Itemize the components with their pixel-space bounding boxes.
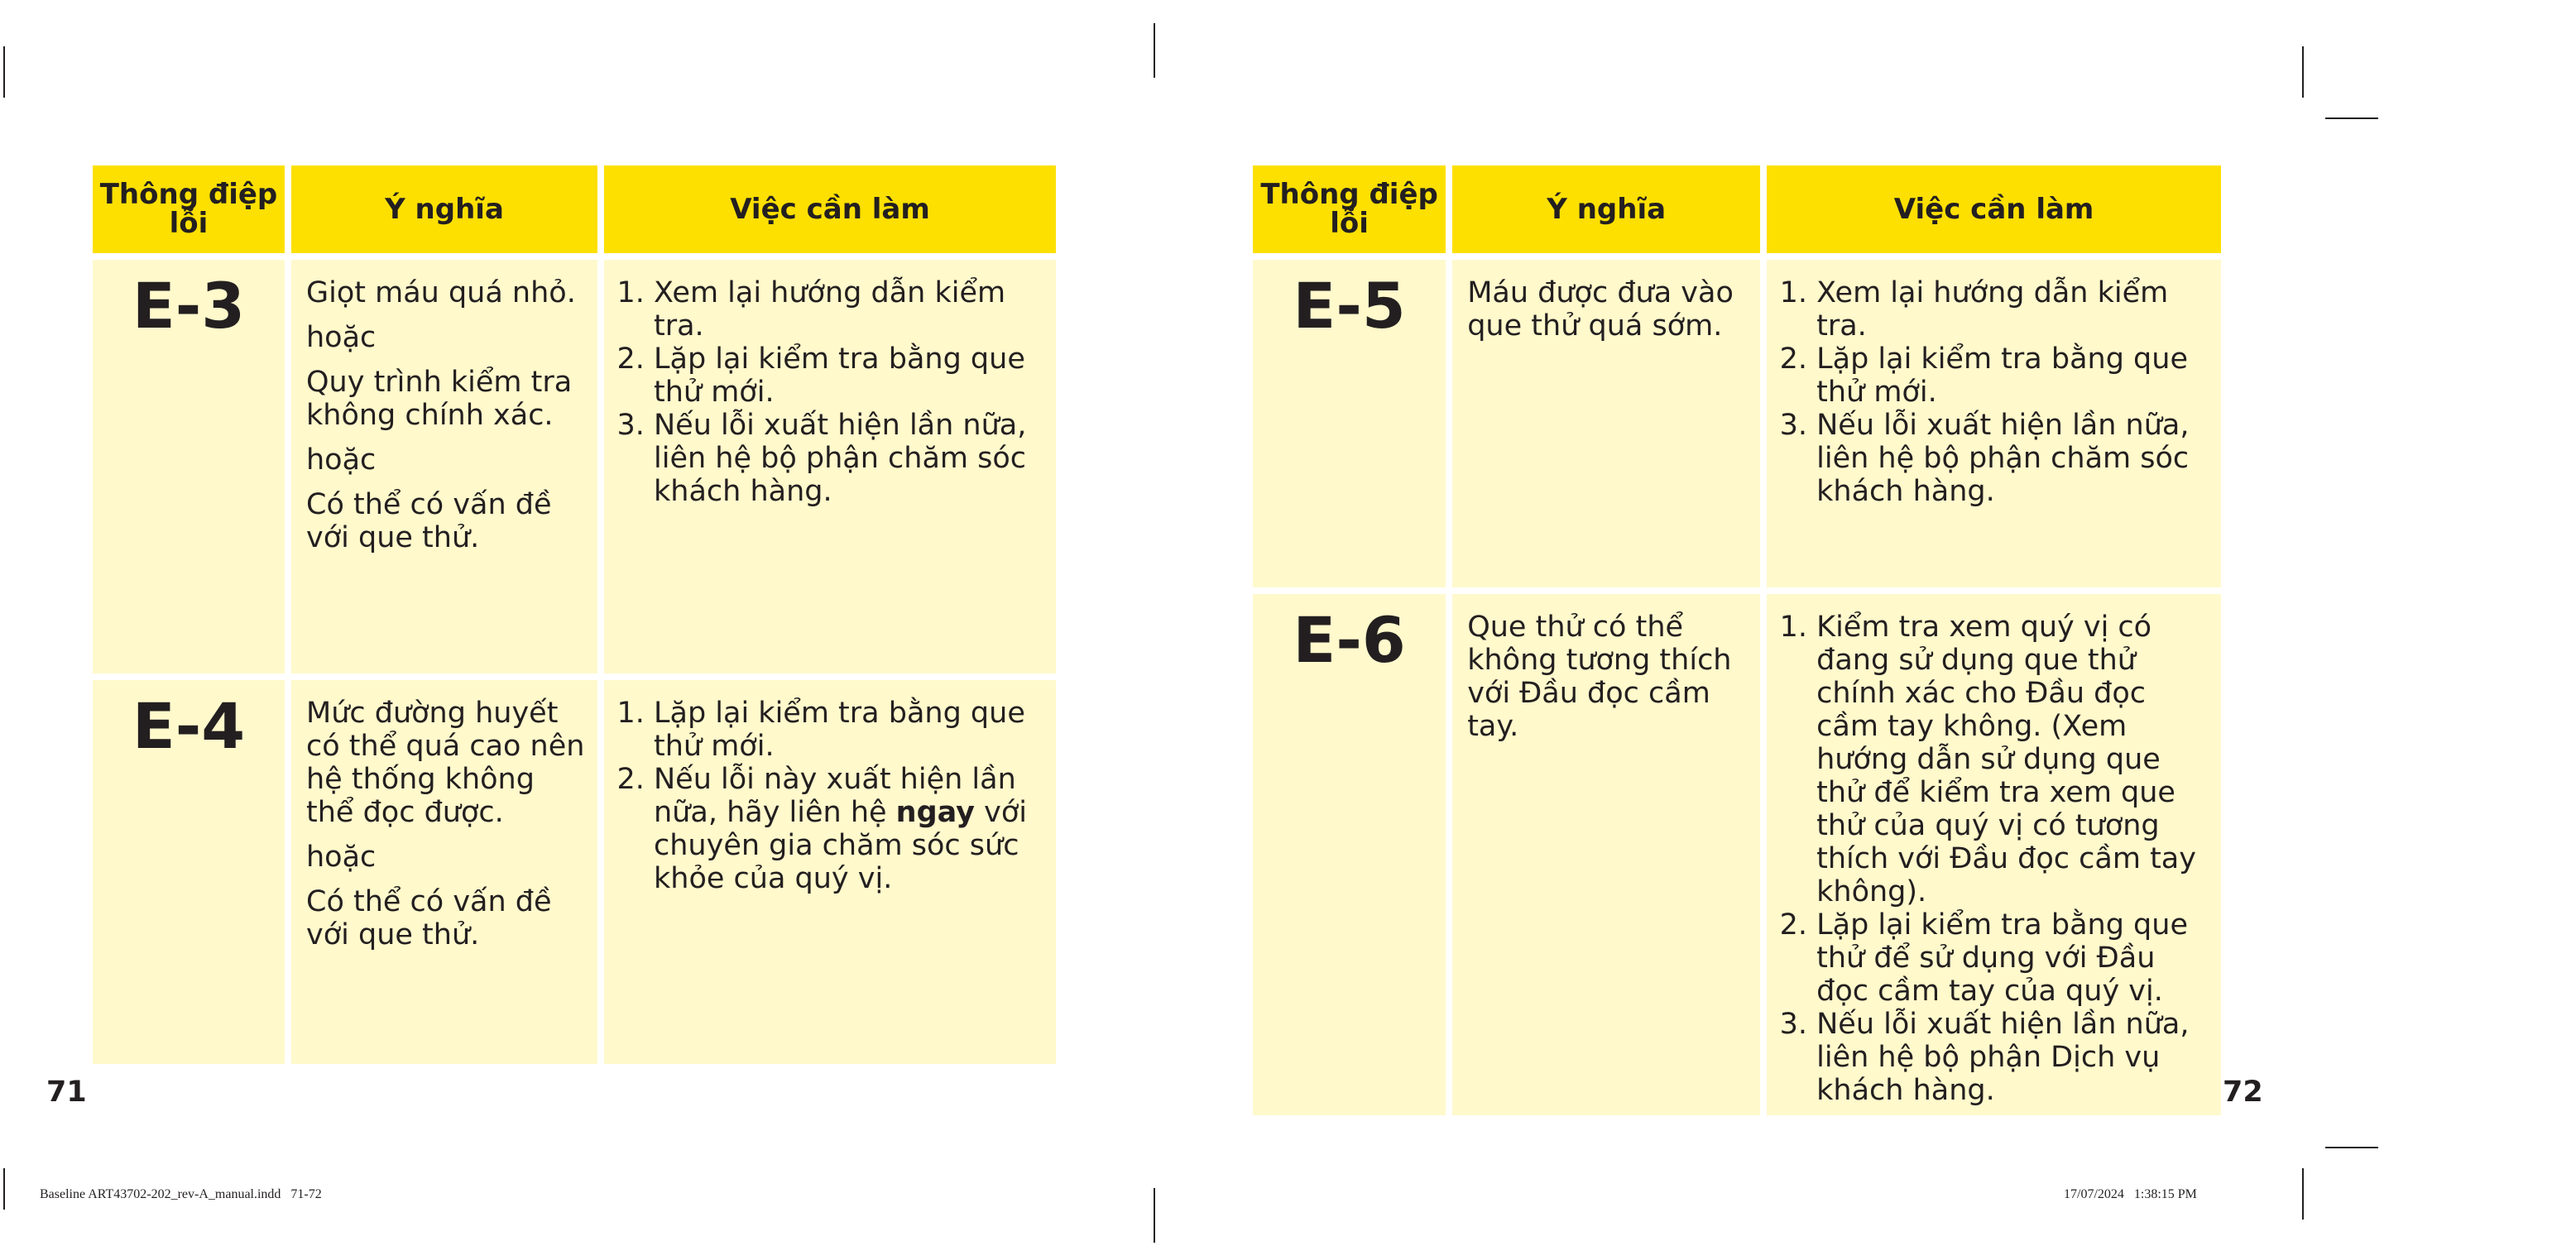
meaning-text: Máu được đưa vào que thử quá sớm. [1467, 276, 1734, 343]
action-text: Nếu lỗi này xuất hiện lần nữa, hãy liên hệ [654, 763, 1016, 830]
actions-cell [1767, 594, 2221, 1115]
table-row [1253, 260, 2221, 587]
meaning-text: hoặc [306, 841, 377, 875]
meaning-text: Mức đường huyết có thể quá cao nên hệ thống không thể đọc được. [306, 697, 585, 830]
meaning-text: hoặc [306, 321, 377, 354]
action-step: 2. Lặp lại kiểm tra bằng que thử để sử dụng với Đầu đọc cầm tay của quý vị. [1816, 908, 2213, 1008]
action-step: 2. Lặp lại kiểm tra bằng que thử mới. [1816, 343, 2213, 409]
action-step: 3. Nếu lỗi xuất hiện lần nữa, liên hệ bộ phận chăm sóc khách hàng. [1816, 409, 2213, 508]
header-meaning: Ý nghĩa [291, 165, 597, 253]
header-error-message: Thông điệp lỗi [1253, 165, 1446, 253]
action-step: 3. Nếu lỗi xuất hiện lần nữa, liên hệ bộ phận chăm sóc khách hàng. [654, 409, 1048, 508]
meaning-cell [1452, 594, 1760, 1115]
crop-mark [1154, 23, 1155, 78]
action-step: 1. Lặp lại kiểm tra bằng que thử mới. [654, 697, 1048, 763]
meaning-text: Có thể có vấn đề với que thử. [306, 885, 552, 952]
action-text: với chuyên gia chăm sóc sức khỏe của quý vị. [654, 796, 1027, 896]
emphasis-text: ngay [895, 796, 975, 830]
error-table-page-71 [86, 159, 1063, 1071]
actions-cell [604, 680, 1056, 1064]
error-code: E-6 [1253, 594, 1446, 1115]
error-table-page-72 [1246, 159, 2228, 1122]
meaning-text: Có thể có vấn đề với que thử. [306, 488, 552, 554]
page-number: 71 [46, 1076, 87, 1109]
actions-cell [1767, 260, 2221, 587]
header-actions: Việc cần làm [604, 165, 1056, 253]
header-meaning: Ý nghĩa [1452, 165, 1760, 253]
meaning-cell [291, 680, 597, 1064]
meaning-cell [1452, 260, 1760, 587]
action-step: 2. Lặp lại kiểm tra bằng que thử mới. [654, 343, 1048, 409]
error-code: E-5 [1253, 260, 1446, 587]
table-row [93, 260, 1056, 673]
table-row [93, 680, 1056, 1064]
meaning-text: Quy trình kiểm tra không chính xác. [306, 366, 573, 432]
action-step: 1. Xem lại hướng dẫn kiểm tra. [654, 276, 1048, 343]
action-step: 3. Nếu lỗi xuất hiện lần nữa, liên hệ bộ phận Dịch vụ khách hàng. [1816, 1008, 2213, 1107]
crop-mark [2302, 46, 2304, 98]
meaning-cell [291, 260, 597, 673]
slug-filename: Baseline ART43702-202_rev-A_manual.indd 71-72 [40, 1187, 322, 1201]
header-actions: Việc cần làm [1767, 165, 2221, 253]
crop-mark [3, 46, 5, 98]
crop-mark [2302, 1168, 2304, 1220]
crop-mark [2325, 1147, 2378, 1148]
crop-mark [3, 1168, 5, 1210]
action-step: 1. Kiểm tra xem quý vị có đang sử dụng que thử chính xác cho Đầu đọc cầm tay không. (Xem hướng dẫn sử dụng que thử để kiểm tra xem que thử của quý vị có tương thích với Đầu đọc cầm tay không). [1816, 611, 2213, 908]
page-number: 72 [2223, 1076, 2263, 1109]
error-code: E-4 [93, 680, 285, 1064]
error-code: E-3 [93, 260, 285, 673]
action-step [654, 763, 1048, 895]
meaning-text: hoặc [306, 443, 377, 477]
meaning-text: Giọt máu quá nhỏ. [306, 276, 576, 309]
meaning-text: Que thử có thể không tương thích với Đầu đọc cầm tay. [1467, 611, 1732, 743]
crop-mark [2325, 117, 2378, 119]
action-step: 1. Xem lại hướng dẫn kiểm tra. [1816, 276, 2213, 343]
header-error-message: Thông điệp lỗi [93, 165, 285, 253]
table-row [1253, 594, 2221, 1115]
crop-mark [1154, 1188, 1155, 1243]
actions-cell [604, 260, 1056, 673]
slug-timestamp: 17/07/2024 1:38:15 PM [2064, 1187, 2197, 1201]
